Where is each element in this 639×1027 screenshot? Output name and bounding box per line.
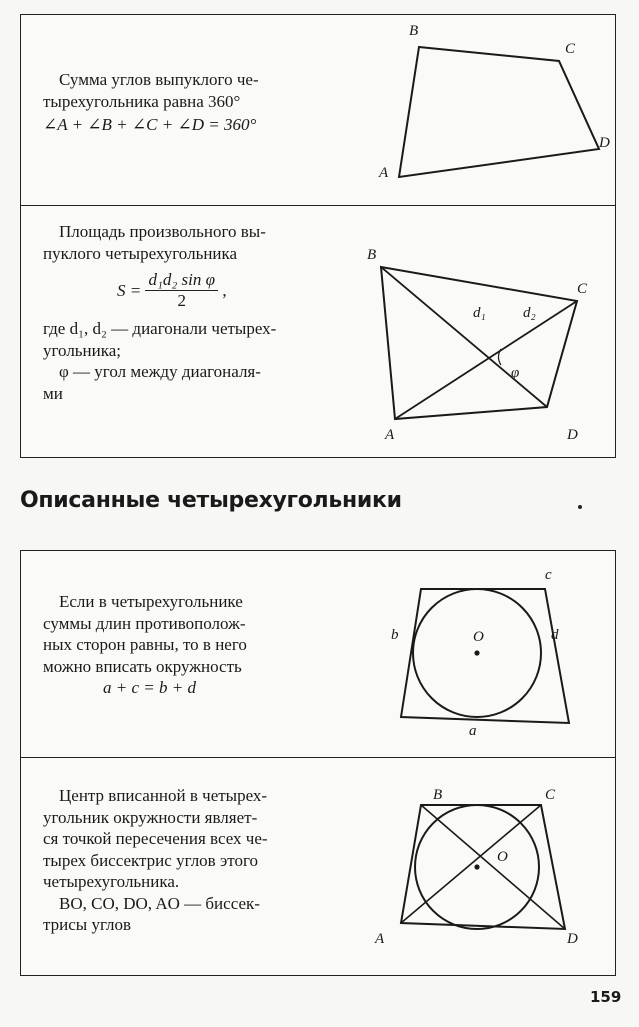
vertex-label-a: A (379, 165, 389, 181)
side-label-c: c (545, 567, 552, 583)
side-label-b: b (391, 627, 399, 643)
diagonal-label-d1: d₁ (473, 305, 486, 321)
center-label-o: O (473, 629, 484, 645)
vertex-label-b: B (409, 23, 419, 39)
tangential-quadrilateral-diagram (351, 551, 615, 756)
page-number: 159 (590, 988, 622, 1006)
diagonal-label-d2: d₂ (523, 305, 536, 321)
angle-label-phi: φ (511, 365, 520, 381)
quadrilateral-diagram (351, 15, 615, 205)
incenter-text: Центр вписанной в четырех- угольник окружности являет- ся точкой пересечения всех че- тырех биссектрис углов этого четырехугольника. BO, CO, DO, AO — биссек- трисы углов (43, 786, 268, 934)
area-formula: S = $\frac{\text{d₁d₂ sin φ}}{2}$ , (117, 270, 227, 310)
angle-sum-text: Сумма углов выпуклого че- тырехугольника равна 360° ∠A + ∠B + ∠C + ∠D = 360° (43, 69, 343, 136)
side-label-d: d (551, 627, 559, 643)
vertex-label-b: B (433, 787, 443, 803)
vertex-label-c: C (545, 787, 556, 803)
vertex-label-a: A (375, 931, 385, 947)
vertex-label-d: D (567, 931, 578, 947)
vertex-label-c: C (577, 281, 588, 297)
circumscribed-quadrilaterals-box (20, 550, 616, 976)
vertex-label-a: A (385, 427, 395, 443)
incenter-diagram (351, 757, 615, 977)
section-heading: Описанные четырехугольники (20, 488, 402, 513)
vertex-label-c: C (565, 41, 576, 57)
side-label-a: a (469, 723, 477, 739)
area-text: Площадь произвольного вы- пуклого четырехугольника S = $\frac{\text{d₁d₂ sin φ}}{2}$ , где d₁, d₂ — диагонали четырех- угольника; φ — угол между диагоналя- ми (43, 221, 343, 404)
center-label-o: O (497, 849, 508, 865)
inscribed-circle-condition-text: Если в четырехугольнике суммы длин противополож- ных сторон равны, то в него можно вписать окружность a + c = b + d (43, 591, 343, 699)
vertex-label-b: B (367, 247, 377, 263)
vertex-label-d: D (599, 135, 610, 151)
angle-sum-formula: ∠A + ∠B + ∠C + ∠D = 360° (43, 115, 257, 134)
side-sum-formula: a + c = b + d (103, 678, 196, 697)
vertex-label-d: D (567, 427, 578, 443)
quadrilateral-properties-box (20, 14, 616, 458)
diagonals-diagram (351, 205, 615, 455)
stray-dot (578, 505, 582, 509)
